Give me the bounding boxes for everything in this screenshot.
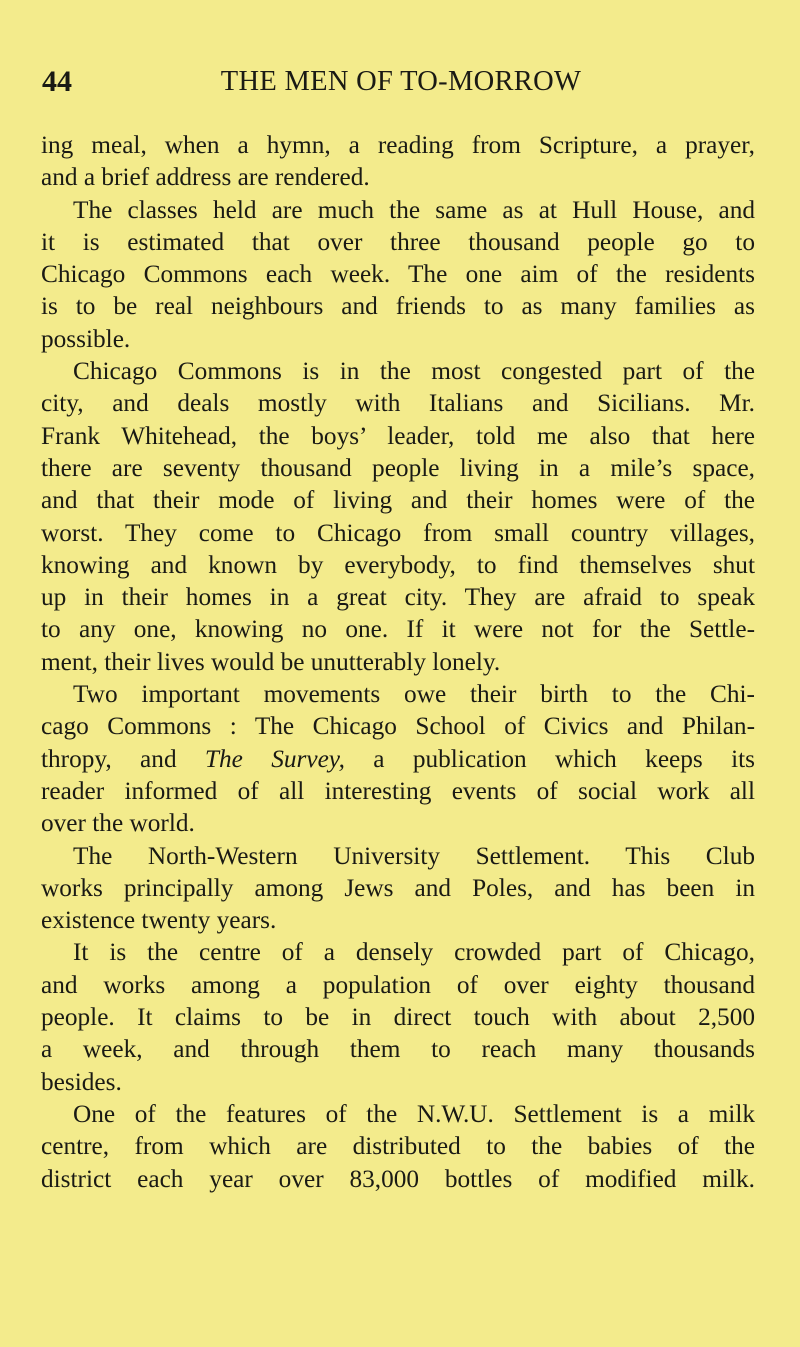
text-line: The North-Western University Settlement. This Club xyxy=(73,841,755,870)
text-segment: thropy, and xyxy=(41,744,205,773)
text-line: possible. xyxy=(41,324,131,353)
text-line: Chicago Commons each week. The one aim of the residents xyxy=(41,260,755,289)
publication-title: The Survey, xyxy=(204,744,345,773)
text-line: existence twenty years. xyxy=(41,906,277,935)
text-line: and a brief address are rendered. xyxy=(41,163,370,192)
text-line: Chicago Commons is in the most congested part of the xyxy=(73,357,755,386)
text-line: ing meal, when a hymn, a reading from Scripture, a prayer, xyxy=(41,131,755,159)
text-line: One of the features of the N.W.U. Settlement is a milk xyxy=(73,1099,755,1128)
page-number: 44 xyxy=(42,65,72,98)
text-line: besides. xyxy=(41,1067,122,1096)
text-line: a week, and through them to reach many thousands xyxy=(41,1035,755,1064)
text-line: It is the centre of a densely crowded part of Chicago, xyxy=(73,938,755,967)
text-segment: a publication which keeps its xyxy=(344,744,755,773)
text-line: there are seventy thousand people living in a mile’s space, xyxy=(41,453,755,482)
text-line: cago Commons : The Chicago School of Civics and Philan- xyxy=(41,712,755,741)
text-line: The classes held are much the same as at Hull House, and xyxy=(73,195,755,224)
running-title: THE MEN OF TO-MORROW xyxy=(220,66,582,97)
text-line: to any one, knowing no one. If it were not for the Settle- xyxy=(41,615,755,644)
running-head xyxy=(42,62,760,102)
text-line: Frank Whitehead, the boys’ leader, told me also that here xyxy=(41,421,755,450)
text-line: knowing and known by everybody, to find themselves shut xyxy=(41,550,755,579)
text-line: over the world. xyxy=(41,809,195,838)
text-line: reader informed of all interesting events of social work all xyxy=(41,776,755,805)
text-line: ment, their lives would be unutterably lonely. xyxy=(41,647,501,676)
text-line: up in their homes in a great city. They are afraid to speak xyxy=(41,583,755,612)
text-line: people. It claims to be in direct touch with about 2,500 xyxy=(41,1003,755,1032)
text-line: it is estimated that over three thousand people go to xyxy=(41,227,755,256)
text-line: Two important movements owe their birth to the Chi- xyxy=(73,680,755,709)
text-line: city, and deals mostly with Italians and Sicilians. Mr. xyxy=(41,389,755,418)
text-line-with-italic xyxy=(41,743,755,775)
text-line: works principally among Jews and Poles, and has been in xyxy=(41,873,755,902)
text-line: and works among a population of over eighty thousand xyxy=(41,970,755,999)
text-line: and that their mode of living and their homes were of the xyxy=(41,486,755,515)
text-line: is to be real neighbours and friends to as many families as xyxy=(41,292,755,321)
body-text xyxy=(41,129,755,1195)
text-line: worst. They come to Chicago from small country villages, xyxy=(41,518,755,547)
text-line: centre, from which are distributed to the babies of the xyxy=(41,1132,755,1161)
text-line: district each year over 83,000 bottles of modified milk. xyxy=(41,1164,755,1193)
